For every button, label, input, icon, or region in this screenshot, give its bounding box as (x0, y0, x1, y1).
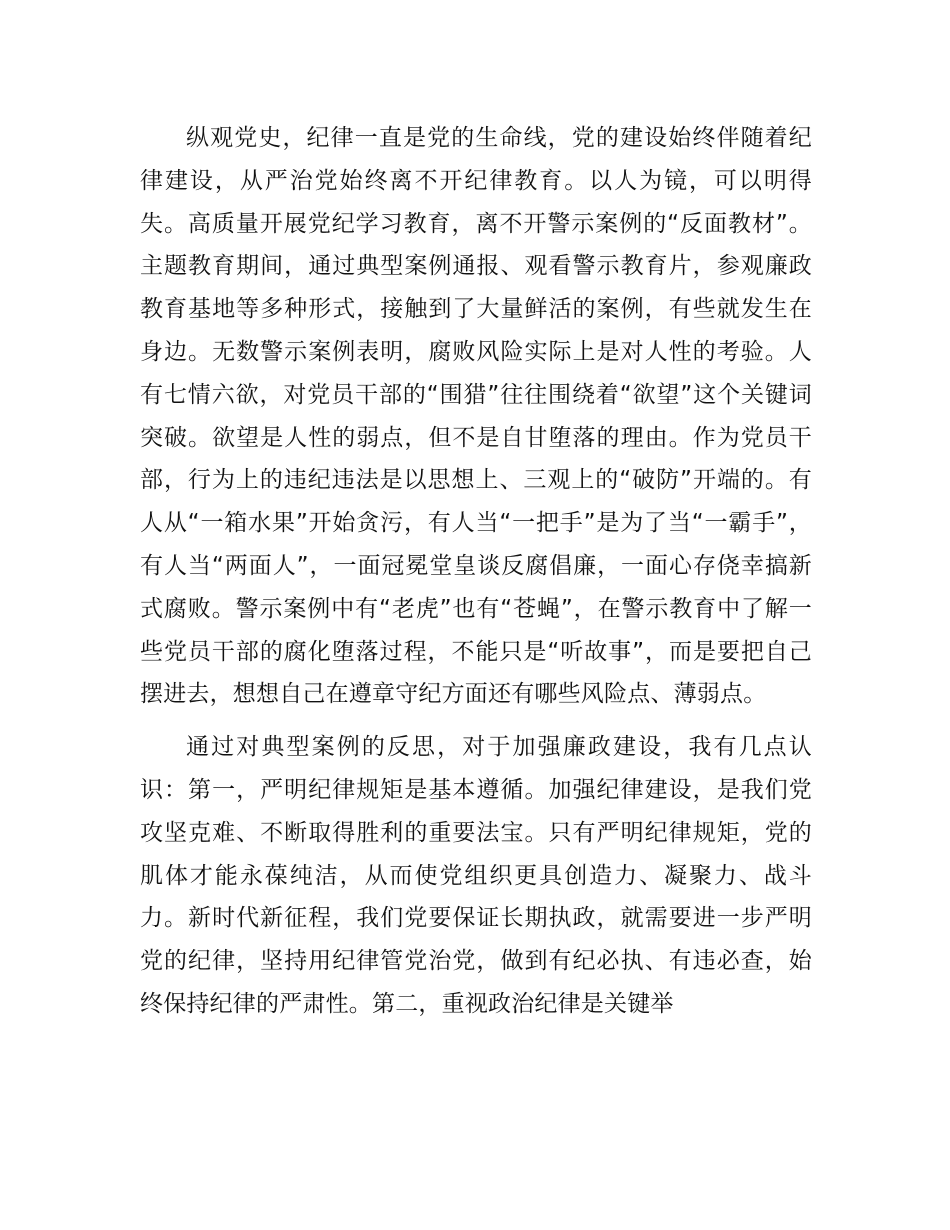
paragraph-2: 通过对典型案例的反思，对于加强廉政建设，我有几点认识：第一，严明纪律规矩是基本遵循。加强纪律建设，是我们党攻坚克难、不断取得胜利的重要法宝。只有严明纪律规矩，党的肌体才能永葆纯洁，从而使党组织更具创造力、凝聚力、战斗力。新时代新征程，我们党要保证长期执政，就需要进一步严明党的纪律，坚持用纪律管党治党，做到有纪必执、有违必查，始终保持纪律的严肃性。第二，重视政治纪律是关键举 (140, 734, 812, 1017)
paragraph-1: 纵观党史，纪律一直是党的生命线，党的建设始终伴随着纪律建设，从严治党始终离不开纪律教育。以人为镜，可以明得失。高质量开展党纪学习教育，离不开警示案例的“反面教材”。主题教育期间，通过典型案例通报、观看警示教育片，参观廉政教育基地等多种形式，接触到了大量鲜活的案例，有些就发生在身边。无数警示案例表明，腐败风险实际上是对人性的考验。人有七情六欲，对党员干部的“围猎”往往围绕着“欲望”这个关键词突破。欲望是人性的弱点，但不是自甘堕落的理由。作为党员干部，行为上的违纪违法是以思想上、三观上的“破防”开端的。有人从“一箱水果”开始贪污，有人当“一把手”是为了当“一霸手”，有人当“两面人”，一面冠冕堂皇谈反腐倡廉，一面心存侥幸搞新式腐败。警示案例中有“老虎”也有“苍蝇”，在警示教育中了解一些党员干部的腐化堕落过程，不能只是“听故事”，而是要把自己摆进去，想想自己在遵章守纪方面还有哪些风险点、薄弱点。 (140, 125, 812, 708)
document-body (140, 117, 812, 1026)
